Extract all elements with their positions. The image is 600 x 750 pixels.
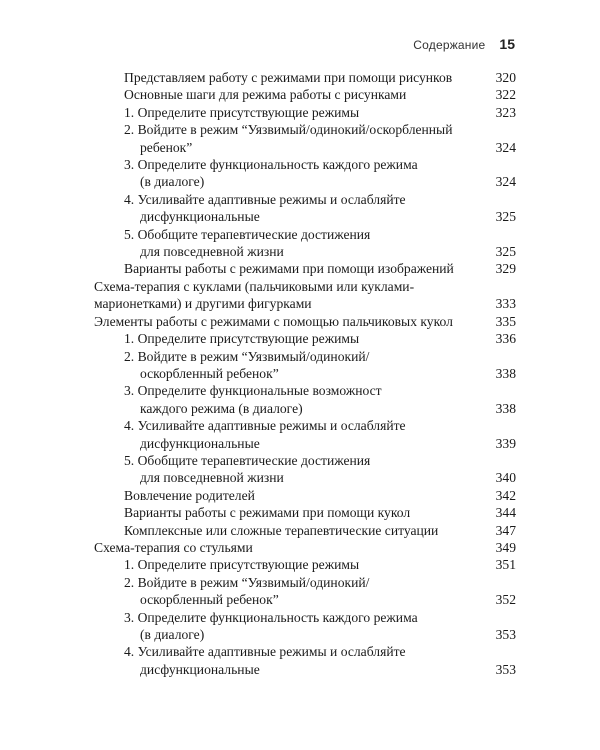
toc-entry-title: 2. Войдите в режим “Уязвимый/одинокий/ xyxy=(124,574,370,590)
toc-entry-page: 324 xyxy=(495,174,516,190)
toc-entry-title: Варианты работы с режимами при помощи изображений xyxy=(124,261,454,277)
toc-entry-page: 339 xyxy=(495,435,516,451)
toc-entry-page: 338 xyxy=(495,400,516,416)
toc-entry xyxy=(94,278,516,313)
toc-entry-line xyxy=(94,591,516,608)
toc-entry xyxy=(94,382,516,417)
toc-entry-line xyxy=(94,330,516,347)
toc-entry-page: 342 xyxy=(495,487,516,503)
toc-entry-title: Комплексные или сложные терапевтические ситуации xyxy=(124,522,439,538)
toc-entry-title: каждого режима (в диалоге) xyxy=(140,400,303,416)
toc-entry-title: дисфункциональные xyxy=(140,435,260,451)
toc-entry-title: Основные шаги для режима работы с рисунками xyxy=(124,87,407,103)
toc-entry xyxy=(94,539,516,556)
toc-entry-page: 336 xyxy=(495,331,516,347)
toc-entry-line xyxy=(94,69,516,86)
toc-entry-line xyxy=(94,104,516,121)
toc-entry-line xyxy=(94,626,516,643)
toc-entry-title: марионетками) и другими фигурками xyxy=(94,296,312,312)
toc-entry-title: 3. Определите функциональность каждого режима xyxy=(124,157,418,173)
toc-entry-line xyxy=(94,243,516,260)
table-of-contents xyxy=(94,69,516,678)
toc-entry-title: 4. Усиливайте адаптивные режимы и ослабляйте xyxy=(124,191,406,207)
toc-entry xyxy=(94,260,516,277)
toc-entry-page: 329 xyxy=(495,261,516,277)
toc-entry-page: 335 xyxy=(495,313,516,329)
toc-entry-line xyxy=(94,173,516,190)
toc-entry-line xyxy=(94,400,516,417)
toc-entry xyxy=(94,348,516,383)
toc-entry-line xyxy=(94,661,516,678)
toc-entry xyxy=(94,417,516,452)
toc-entry xyxy=(94,313,516,330)
toc-entry-title: Варианты работы с режимами при помощи кукол xyxy=(124,505,411,521)
toc-entry-line xyxy=(94,156,516,173)
toc-entry-line xyxy=(94,348,516,365)
toc-entry xyxy=(94,452,516,487)
toc-entry-title: 2. Войдите в режим “Уязвимый/одинокий/ xyxy=(124,348,370,364)
toc-entry-line xyxy=(94,313,516,330)
toc-entry-line xyxy=(94,539,516,556)
toc-entry-line xyxy=(94,435,516,452)
toc-entry-title: дисфункциональные xyxy=(140,209,260,225)
toc-entry-line xyxy=(94,191,516,208)
toc-entry-page: 325 xyxy=(495,209,516,225)
toc-entry-title: 2. Войдите в режим “Уязвимый/одинокий/оскорбленный xyxy=(124,122,453,138)
toc-entry-page: 322 xyxy=(495,87,516,103)
toc-entry-line xyxy=(94,417,516,434)
toc-entry-title: 1. Определите присутствующие режимы xyxy=(124,331,360,347)
toc-entry-title: дисфункциональные xyxy=(140,661,260,677)
toc-entry-line xyxy=(94,121,516,138)
toc-entry xyxy=(94,643,516,678)
toc-entry-page: 320 xyxy=(495,70,516,85)
toc-entry-page: 333 xyxy=(495,296,516,312)
toc-entry-line xyxy=(94,504,516,521)
toc-entry-title: оскорбленный ребенок” xyxy=(140,365,279,381)
toc-entry xyxy=(94,191,516,226)
toc-entry-title: Вовлечение родителей xyxy=(124,487,255,503)
toc-entry xyxy=(94,330,516,347)
toc-entry-page: 352 xyxy=(495,592,516,608)
toc-entry-line xyxy=(94,469,516,486)
toc-entry-page: 347 xyxy=(495,522,516,538)
toc-entry xyxy=(94,609,516,644)
toc-entry-line xyxy=(94,556,516,573)
toc-entry-title: Элементы работы с режимами с помощью пальчиковых кукол xyxy=(94,313,453,329)
toc-entry-title: 4. Усиливайте адаптивные режимы и ослабляйте xyxy=(124,644,406,660)
toc-entry-line xyxy=(94,278,516,295)
toc-entry xyxy=(94,86,516,103)
toc-entry-title: 1. Определите присутствующие режимы xyxy=(124,104,360,120)
toc-entry-line xyxy=(94,574,516,591)
toc-entry xyxy=(94,226,516,261)
toc-entry-title: ребенок” xyxy=(140,139,193,155)
toc-entry-title: (в диалоге) xyxy=(140,174,205,190)
toc-entry-title: для повседневной жизни xyxy=(140,244,284,260)
toc-entry-title: для повседневной жизни xyxy=(140,470,284,486)
toc-entry-line xyxy=(94,226,516,243)
toc-entry-line xyxy=(94,260,516,277)
toc-entry xyxy=(94,574,516,609)
toc-entry xyxy=(94,69,516,86)
toc-entry-line xyxy=(94,643,516,660)
toc-entry-title: Схема-терапия со стульями xyxy=(94,539,253,555)
toc-entry-title: 3. Определите функциональные возможност xyxy=(124,383,382,399)
toc-entry-title: 5. Обобщите терапевтические достижения xyxy=(124,452,371,468)
toc-entry-title: Представляем работу с режимами при помощи рисунков xyxy=(124,70,453,85)
toc-entry-title: 3. Определите функциональность каждого режима xyxy=(124,609,418,625)
toc-entry-title: (в диалоге) xyxy=(140,627,205,642)
toc-entry xyxy=(94,487,516,504)
toc-entry-line xyxy=(94,522,516,539)
toc-entry-page: 353 xyxy=(495,627,516,642)
toc-entry-title: оскорбленный ребенок” xyxy=(140,592,279,608)
toc-entry-line xyxy=(94,382,516,399)
toc-entry-page: 324 xyxy=(495,139,516,155)
toc-entry-page: 353 xyxy=(495,661,516,677)
toc-entry-page: 349 xyxy=(495,539,516,555)
toc-entry-line xyxy=(94,609,516,626)
toc-entry-line xyxy=(94,86,516,103)
toc-entry-line xyxy=(94,208,516,225)
toc-entry-page: 351 xyxy=(495,557,516,573)
toc-entry xyxy=(94,556,516,573)
toc-entry-page: 344 xyxy=(495,505,516,521)
toc-entry-title: 4. Усиливайте адаптивные режимы и ослабляйте xyxy=(124,418,406,434)
running-header-title: Содержание xyxy=(413,38,486,52)
toc-entry-page: 338 xyxy=(495,365,516,381)
toc-entry xyxy=(94,522,516,539)
running-header xyxy=(413,36,515,52)
toc-entry-title: 1. Определите присутствующие режимы xyxy=(124,557,360,573)
toc-entry-page: 325 xyxy=(495,244,516,260)
toc-entry-page: 340 xyxy=(495,470,516,486)
toc-entry xyxy=(94,156,516,191)
toc-entry-line xyxy=(94,452,516,469)
toc-entry-line xyxy=(94,365,516,382)
toc-entry-title: Схема-терапия с куклами (пальчиковыми или куклами- xyxy=(94,278,415,294)
toc-entry-line xyxy=(94,139,516,156)
toc-entry xyxy=(94,121,516,156)
toc-entry-title: 5. Обобщите терапевтические достижения xyxy=(124,226,371,242)
toc-entry-page: 323 xyxy=(495,104,516,120)
toc-entry-line xyxy=(94,295,516,312)
toc-entry xyxy=(94,104,516,121)
page-number: 15 xyxy=(499,36,515,52)
toc-entry-line xyxy=(94,487,516,504)
toc-entry xyxy=(94,504,516,521)
